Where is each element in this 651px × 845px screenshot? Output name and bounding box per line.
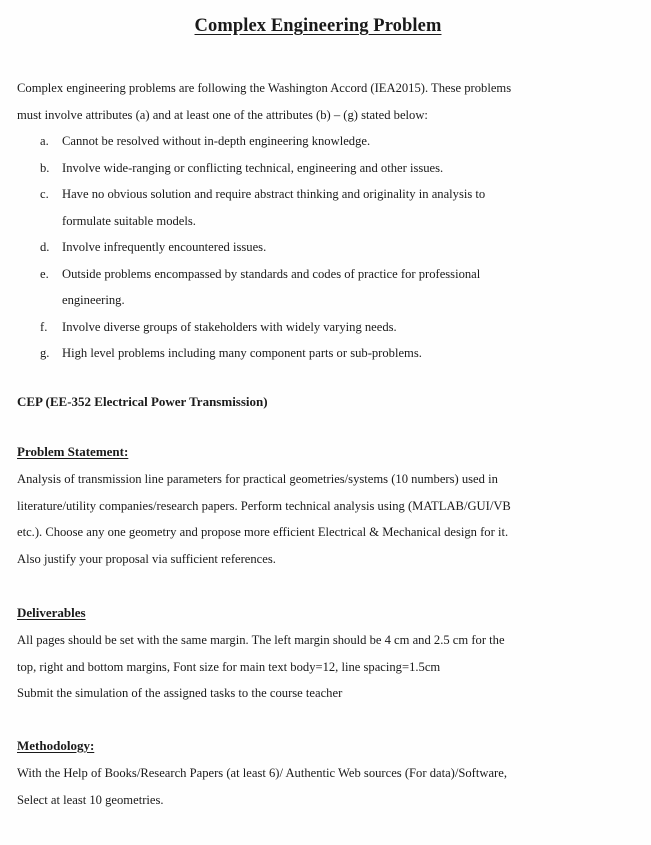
problem-statement-body: [17, 466, 625, 572]
attribute-marker: d.: [40, 240, 50, 254]
deliverables-line: All pages should be set with the same margin. The left margin should be 4 cm and 2.5 cm for the: [17, 633, 505, 647]
attribute-text-line: engineering.: [62, 293, 125, 307]
attribute-text: Involve wide-ranging or conflicting technical, engineering and other issues.: [62, 160, 444, 175]
methodology-heading: Methodology:: [17, 738, 95, 753]
methodology-line: With the Help of Books/Research Papers (at least 6)/ Authentic Web sources (For data)/Software,: [17, 766, 507, 780]
attribute-text: [62, 261, 622, 314]
attribute-text: [62, 181, 622, 234]
attribute-marker: f.: [40, 319, 48, 334]
methodology-body: [17, 760, 625, 813]
attribute-text: Involve diverse groups of stakeholders with widely varying needs.: [62, 319, 397, 334]
problem-statement-line: etc.). Choose any one geometry and propose more efficient Electrical & Mechanical design for it.: [17, 525, 509, 539]
deliverables-heading: Deliverables: [17, 605, 86, 620]
attribute-text-line: Have no obvious solution and require abstract thinking and originality in analysis to: [62, 187, 486, 201]
attribute-item-g: [40, 340, 622, 367]
intro-line-2: must involve attributes (a) and at least one of the attributes (b) – (g) stated below:: [17, 107, 428, 122]
attribute-item-c: [40, 181, 622, 234]
deliverables-line: top, right and bottom margins, Font size for main text body=12, line spacing=1.5cm: [17, 659, 441, 674]
attribute-marker: g.: [40, 346, 50, 360]
problem-statement-line: literature/utility companies/research papers. Perform technical analysis using (MATLAB/GUI/VB: [17, 498, 511, 513]
attribute-item-f: [40, 314, 622, 341]
attribute-text: High level problems including many component parts or sub-problems.: [62, 346, 422, 360]
attribute-marker: c.: [40, 187, 49, 201]
attribute-text: Involve infrequently encountered issues.: [62, 240, 267, 254]
cep-heading: CEP (EE-352 Electrical Power Transmission): [17, 394, 268, 409]
methodology-line: Select at least 10 geometries.: [17, 792, 164, 807]
attribute-item-e: [40, 261, 622, 314]
attribute-marker: b.: [40, 160, 50, 175]
attribute-text-line: formulate suitable models.: [62, 213, 196, 228]
problem-statement-line: Analysis of transmission line parameters for practical geometries/systems (10 numbers) used in: [17, 472, 498, 486]
deliverables-body: [17, 627, 625, 707]
problem-statement-line: Also justify your proposal via sufficient references.: [17, 551, 276, 566]
intro-paragraph: [17, 75, 625, 128]
deliverables-line: Submit the simulation of the assigned tasks to the course teacher: [17, 686, 343, 700]
attribute-marker: e.: [40, 266, 49, 281]
attribute-item-d: [40, 234, 622, 261]
page-title: Complex Engineering Problem: [194, 16, 442, 36]
attribute-text: Cannot be resolved without in-depth engineering knowledge.: [62, 134, 371, 148]
attribute-item-a: [40, 128, 622, 155]
intro-line-1: Complex engineering problems are following the Washington Accord (IEA2015). These problems: [17, 81, 512, 95]
attribute-marker: a.: [40, 134, 49, 148]
attribute-item-b: [40, 155, 622, 182]
attribute-text-line: Outside problems encompassed by standards and codes of practice for professional: [62, 266, 481, 281]
attributes-list: [40, 128, 622, 367]
problem-statement-heading: Problem Statement:: [17, 444, 129, 459]
